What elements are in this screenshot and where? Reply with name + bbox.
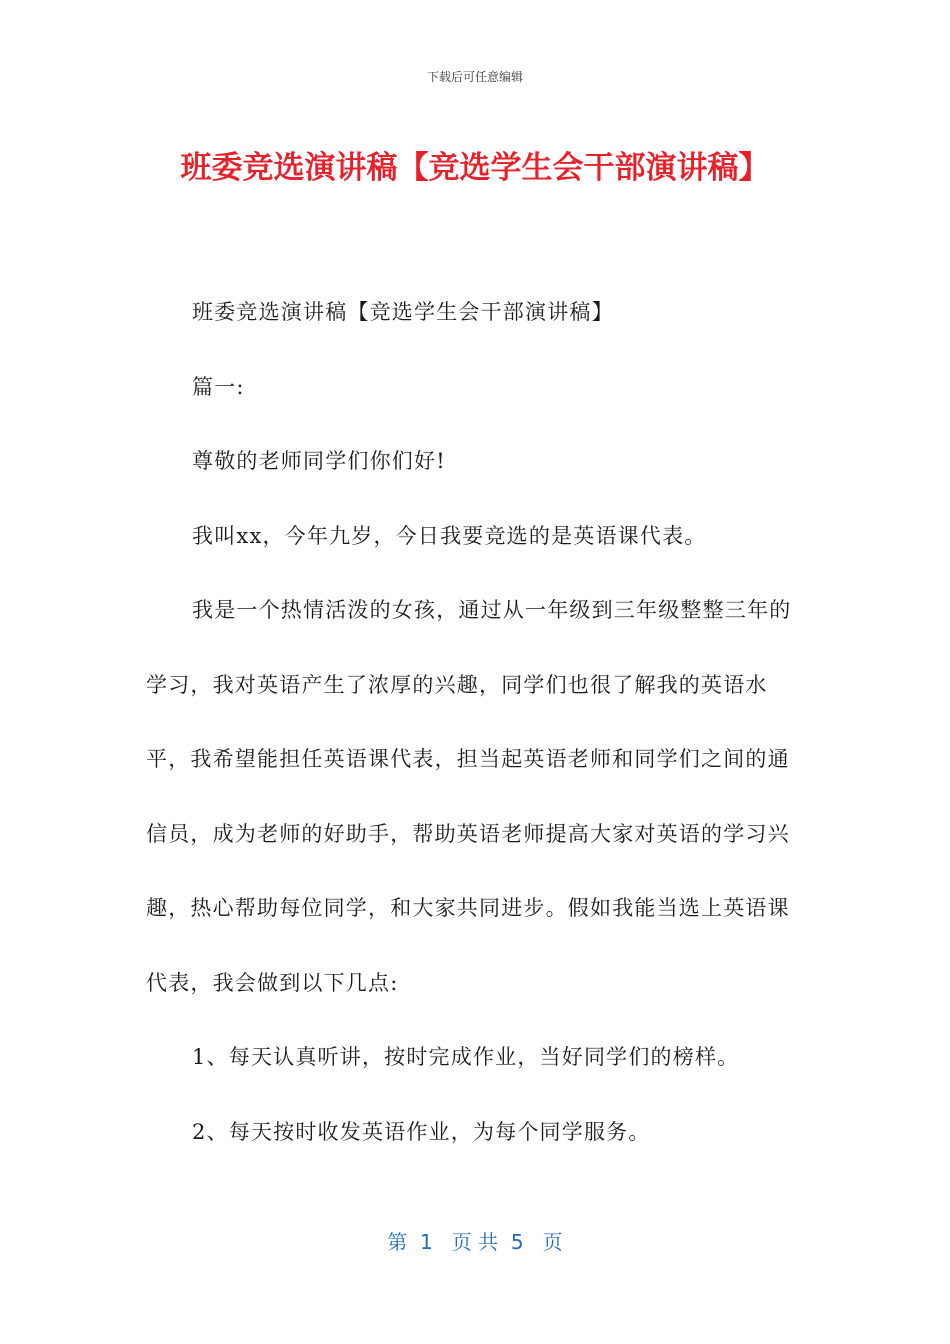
- document-title: 班委竞选演讲稿【竞选学生会干部演讲稿】: [180, 150, 770, 186]
- header-note: 下载后可任意编辑: [426, 70, 523, 84]
- paragraph-introduction: 我叫xx，今年九岁，今日我要竞选的是英语课代表。: [192, 523, 707, 548]
- paragraph-point-1: 1、每天认真听讲，按时完成作业，当好同学们的榜样。: [192, 1045, 740, 1069]
- document-body: [146, 275, 796, 1169]
- page-number: 第 1 页 共 5 页: [387, 1230, 563, 1254]
- paragraph-greeting: 尊敬的老师同学们你们好!: [192, 449, 446, 473]
- paragraph-point-2: 2、每天按时收发英语作业，为每个同学服务。: [192, 1119, 651, 1144]
- paragraph-section-label: 篇一:: [192, 374, 245, 399]
- paragraph-subtitle: 班委竞选演讲稿【竞选学生会干部演讲稿】: [192, 300, 614, 324]
- paragraph-main: 我是一个热情活泼的女孩，通过从一年级到三年级整整三年的学习，我对英语产生了浓厚的兴趣，同学们也很了解我的英语水平，我希望能担任英语课代表，担当起英语老师和同学们之间的通信员，成为老师的好助手，帮助英语老师提高大家对英语的学习兴趣，热心帮助每位同学，和大家共同进步。假如我能当选上英语课代表，我会做到以下几点:: [146, 598, 792, 995]
